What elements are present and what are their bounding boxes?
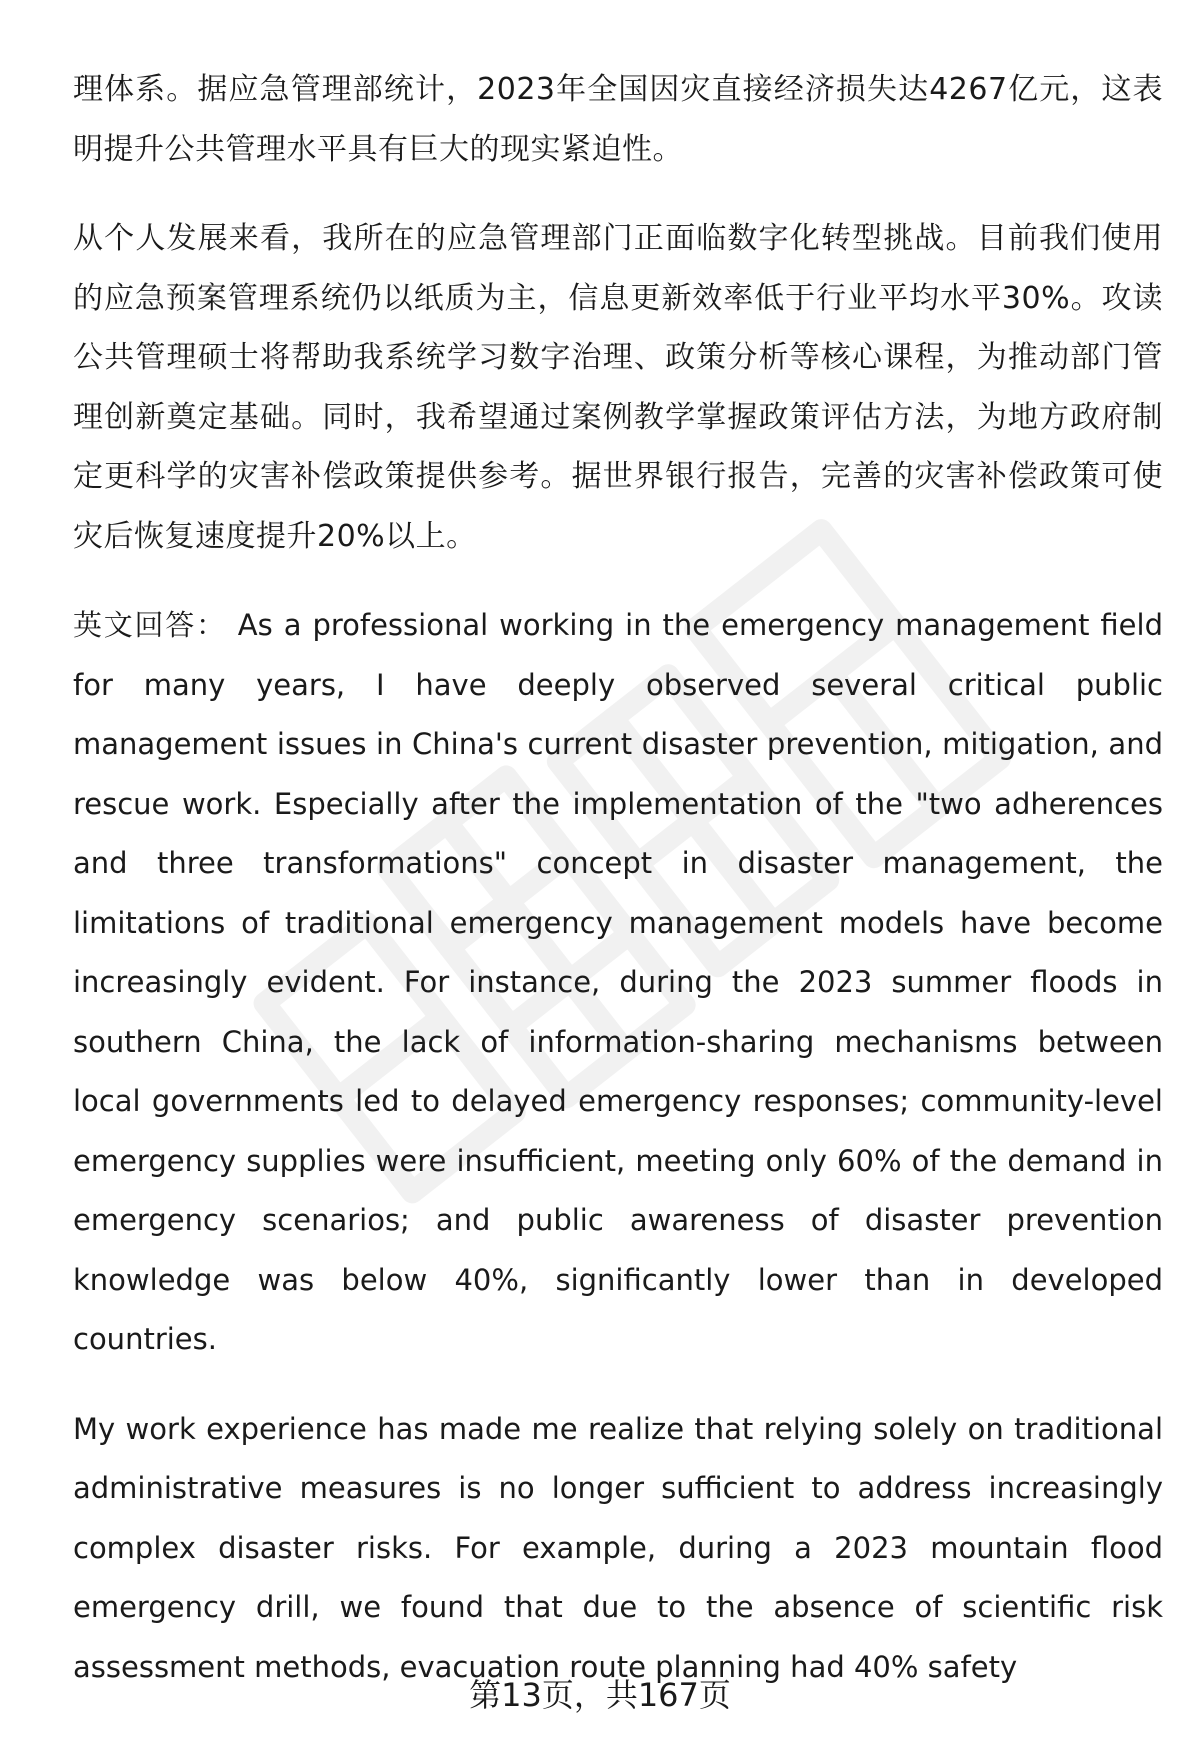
document-body [73,60,1163,1697]
paragraph-4: My work experience has made me realize that relying solely on traditional administrative measures is no longer sufficient to address increasingly complex disaster risks. For example, during a 2023 mountain flood emergency drill, we found that due to the absence of scientific risk assessment methods, evacuation route planning had 40% safety [73,1411,1163,1684]
paragraph-1: 理体系。据应急管理部统计，2023年全国因灾直接经济损失达4267亿元，这表明提升公共管理水平具有巨大的现实紧迫性。 [73,72,1163,167]
paragraph-3: 英文回答： As a professional working in the emergency management field for many years, I have deeply observed several critical public management issues in China's current disaster prevention, mitigation, and rescue work. Especially after the implementation of the "two adherences and three transformations" concept in disaster management, the limitations of traditional emergency management models have become increasingly evident. For instance, during the 2023 summer floods in southern China, the lack of information-sharing mechanisms between local governments led to delayed emergency responses; community-level emergency supplies were insufficient, meeting only 60% of the demand in emergency scenarios; and public awareness of disaster prevention knowledge was below 40%, significantly lower than in developed countries. [73,608,1163,1356]
page-number-footer: 第13页，共167页 [469,1676,731,1714]
paragraph-2: 从个人发展来看，我所在的应急管理部门正面临数字化转型挑战。目前我们使用的应急预案管理系统仍以纸质为主，信息更新效率低于行业平均水平30%。攻读公共管理硕士将帮助我系统学习数字治理、政策分析等核心课程，为推动部门管理创新奠定基础。同时，我希望通过案例教学掌握政策评估方法，为地方政府制定更科学的灾害补偿政策提供参考。据世界银行报告，完善的灾害补偿政策可使灾后恢复速度提升20%以上。 [73,221,1163,554]
